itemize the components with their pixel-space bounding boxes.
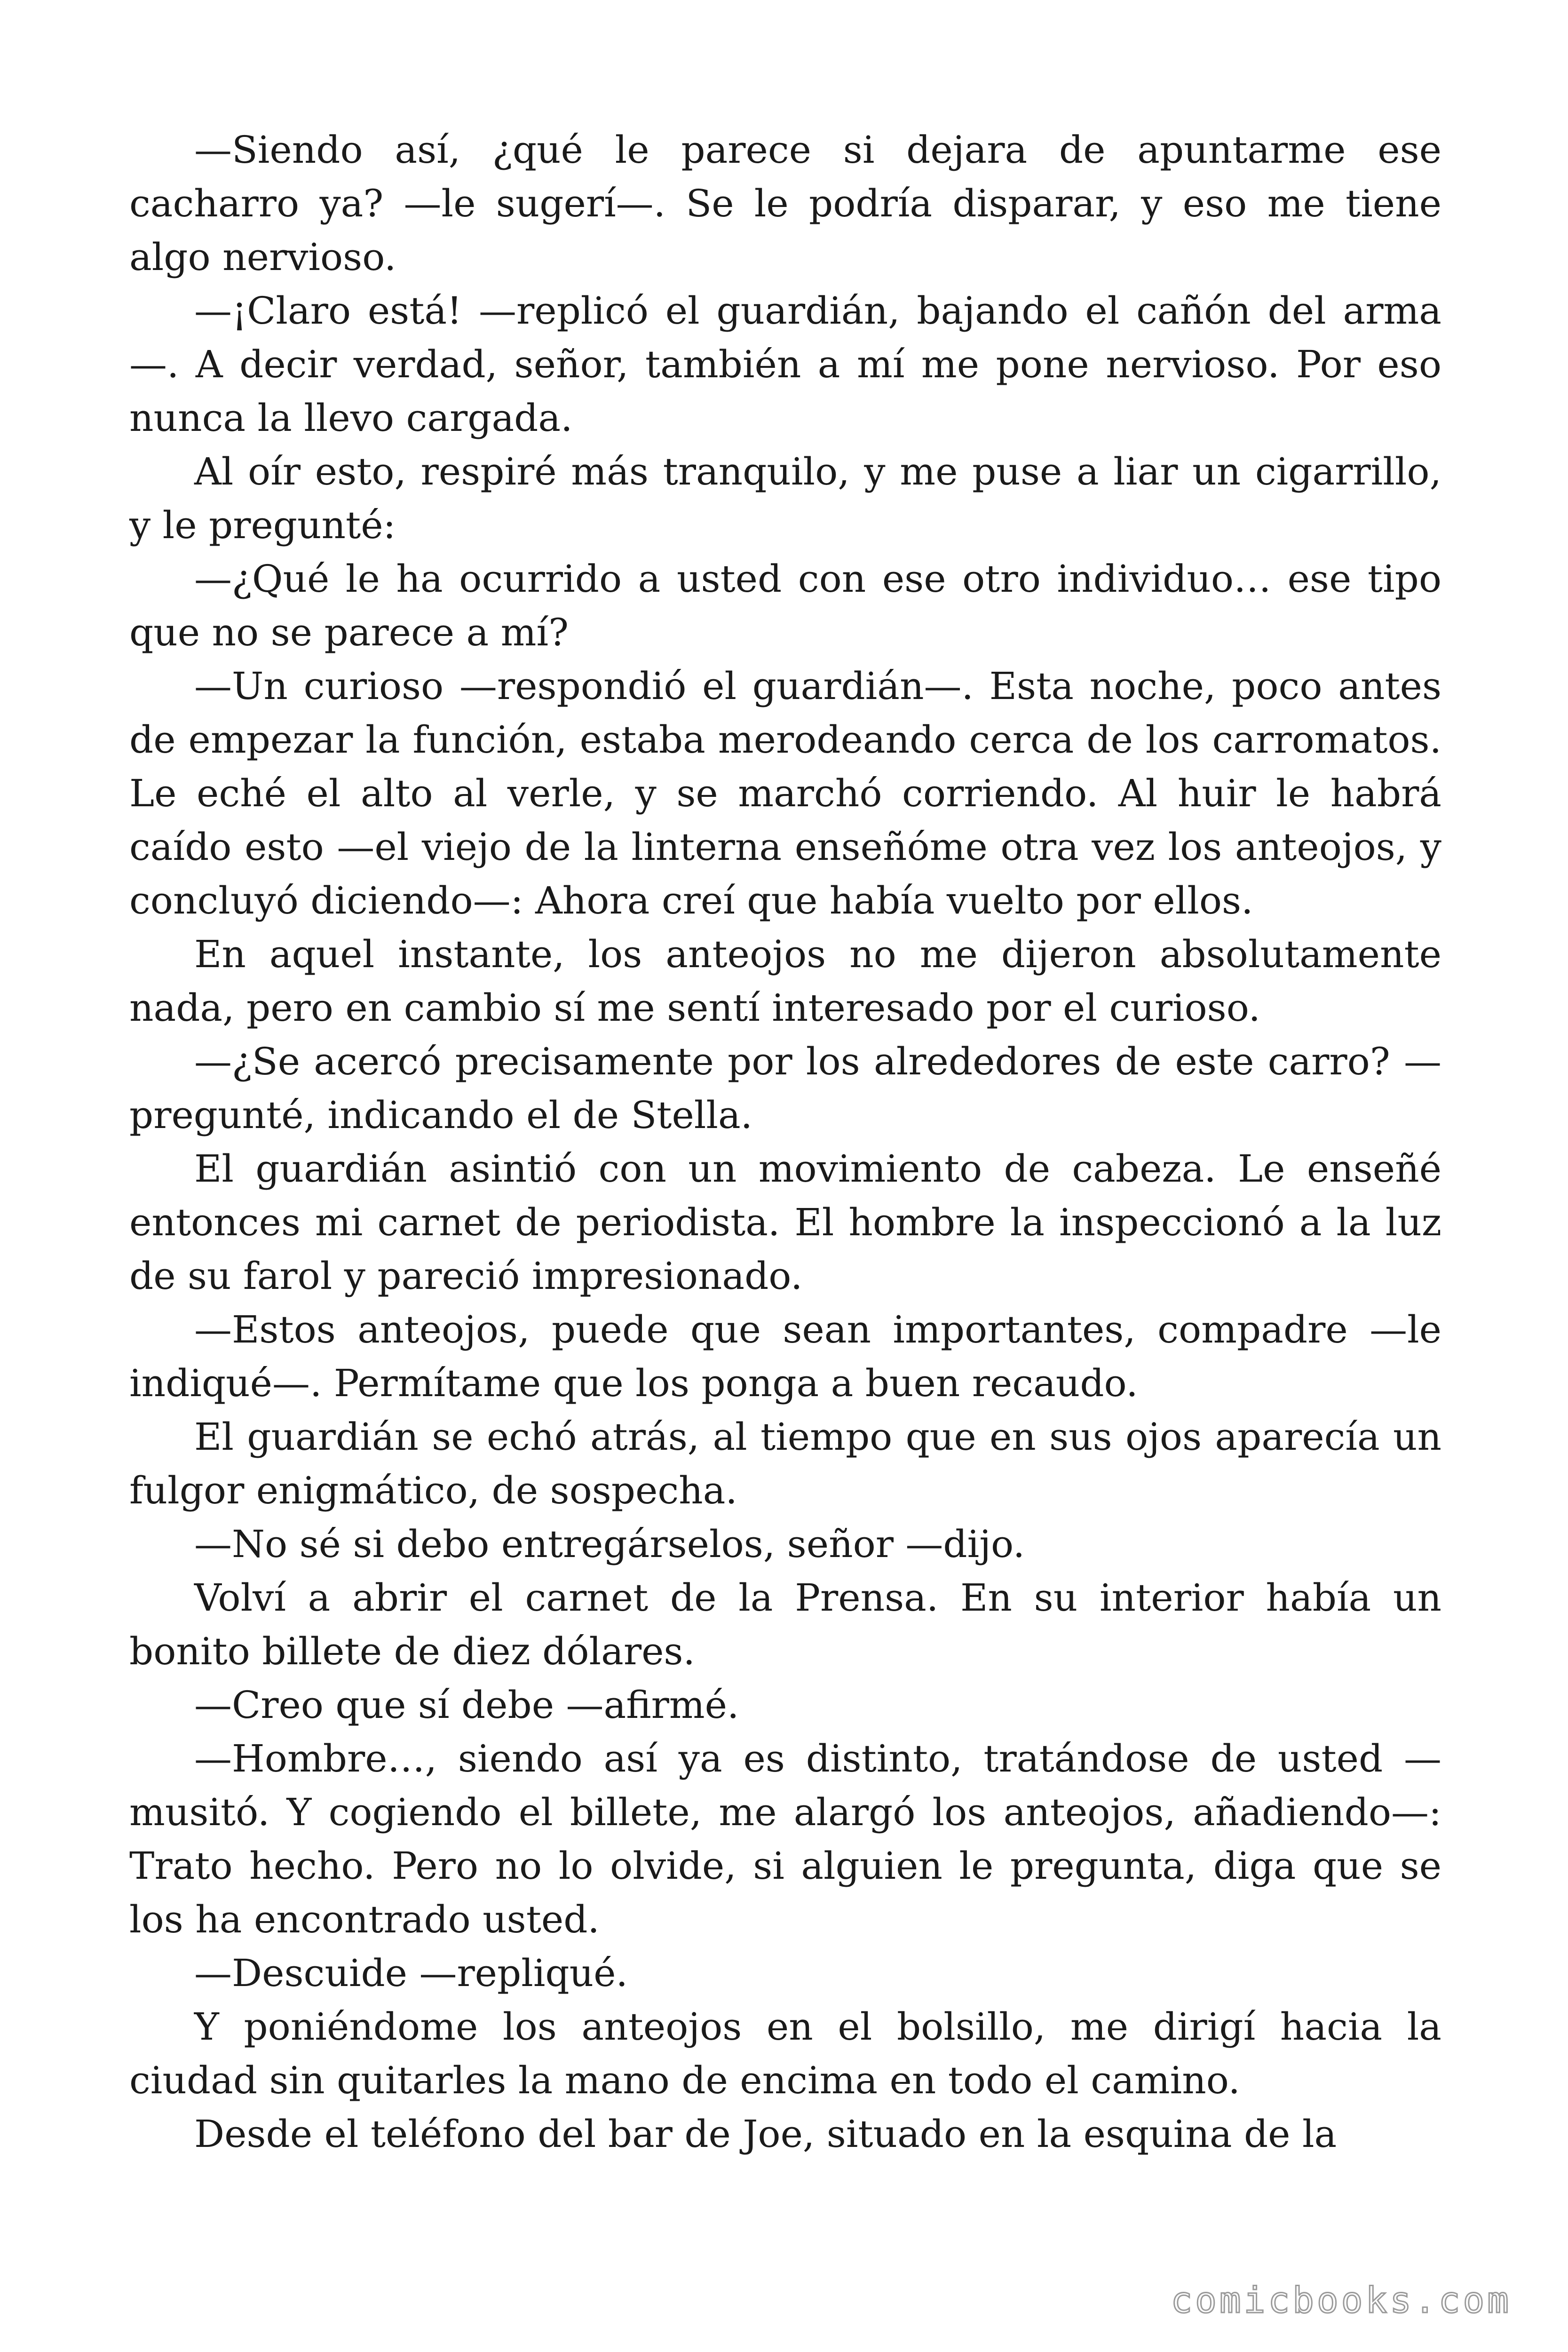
paragraph: Volví a abrir el carnet de la Prensa. En su interior había un bonito billete de diez dólares. — [129, 1576, 1441, 1673]
paragraph: —Estos anteojos, puede que sean importantes, compadre —le indiqué—. Permítame que los ponga a buen recaudo. — [129, 1308, 1441, 1405]
paragraph: —¡Claro está! —replicó el guardián, bajando el cañón del arma —. A decir verdad, señor, también a mí me pone nervioso. Por eso nunca la llevo cargada. — [129, 289, 1441, 440]
paragraph: —Descuide —repliqué. — [194, 1951, 628, 1995]
paragraph: El guardián asintió con un movimiento de cabeza. Le enseñé entonces mi carnet de periodista. El hombre la inspeccionó a la luz de su farol y pareció impresionado. — [129, 1147, 1441, 1298]
body-text — [129, 123, 1441, 2161]
paragraph: —¿Se acercó precisamente por los alrededores de este carro? — pregunté, indicando el de Stella. — [129, 1040, 1441, 1137]
paragraph: —¿Qué le ha ocurrido a usted con ese otro individuo… ese tipo que no se parece a mí? — [129, 557, 1441, 654]
watermark: comicbooks.com — [1171, 2279, 1512, 2321]
paragraph: En aquel instante, los anteojos no me dijeron absolutamente nada, pero en cambio sí me sentí interesado por el curioso. — [129, 932, 1441, 1030]
paragraph: Y poniéndome los anteojos en el bolsillo, me dirigí hacia la ciudad sin quitarles la mano de encima en todo el camino. — [129, 2005, 1441, 2102]
paragraph: El guardián se echó atrás, al tiempo que en sus ojos aparecía un fulgor enigmático, de sospecha. — [129, 1415, 1441, 1512]
paragraph: Desde el teléfono del bar de Joe, situado en la esquina de la — [194, 2112, 1337, 2156]
paragraph: —Creo que sí debe —afirmé. — [194, 1683, 739, 1727]
paragraph: Al oír esto, respiré más tranquilo, y me puse a liar un cigarrillo, y le pregunté: — [129, 450, 1441, 547]
paragraph: —No sé si debo entregárselos, señor —dijo. — [194, 1522, 1025, 1566]
paragraph: —Siendo así, ¿qué le parece si dejara de apuntarme ese cacharro ya? —le sugerí—. Se le podría disparar, y eso me tiene algo nervioso. — [129, 128, 1441, 279]
paragraph: —Un curioso —respondió el guardián—. Esta noche, poco antes de empezar la función, estaba merodeando cerca de los carromatos. Le eché el alto al verle, y se marchó corriendo. Al huir le habrá caído esto —el viejo de la linterna enseñóme otra vez los anteojos, y concluyó diciendo—: Ahora creí que había vuelto por ellos. — [129, 664, 1441, 922]
paragraph: —Hombre…, siendo así ya es distinto, tratándose de usted — musitó. Y cogiendo el billete, me alargó los anteojos, añadiendo—: Trato hecho. Pero no lo olvide, si alguien le pregunta, diga que se los ha encontrado usted. — [129, 1737, 1441, 1941]
